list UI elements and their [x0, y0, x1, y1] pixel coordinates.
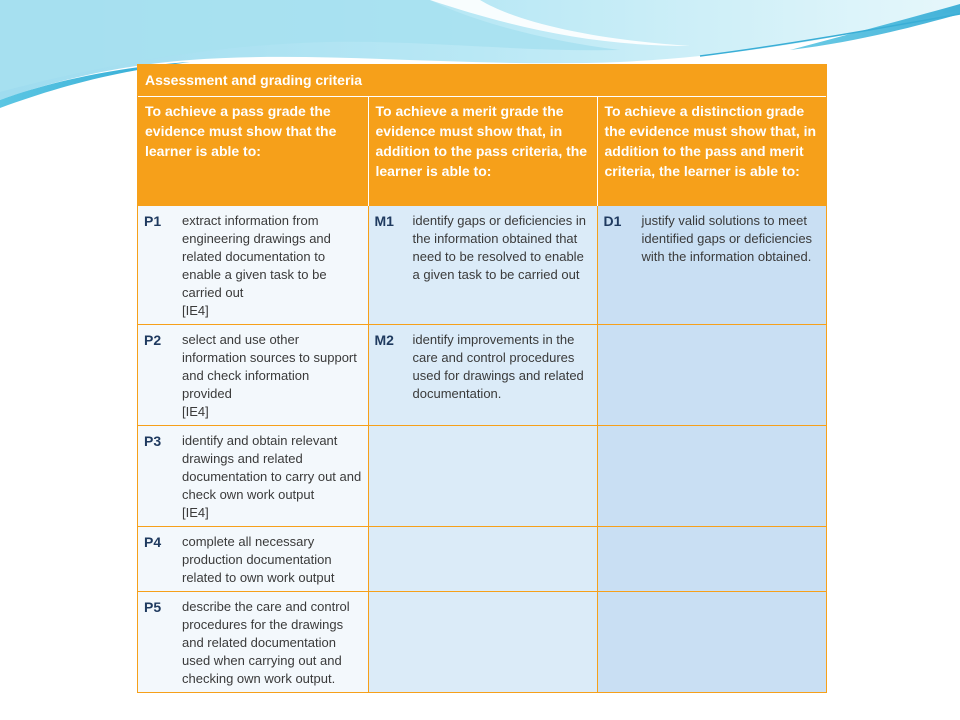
table-title: Assessment and grading criteria — [138, 65, 826, 97]
distinction-criterion-cell-empty — [597, 325, 826, 426]
merit-grade-header: To achieve a merit grade the evidence must show that, in addition to the pass criteria, the learner is able to: — [368, 97, 597, 206]
pass-criterion-cell — [138, 527, 368, 592]
criterion-code: P1 — [144, 213, 162, 229]
table-row — [138, 426, 826, 527]
criterion-code: M1 — [374, 213, 394, 229]
assessment-grading-table — [137, 64, 827, 693]
table-row — [138, 592, 826, 693]
criterion-code: P3 — [144, 433, 162, 449]
criterion-reference: [IE4] — [182, 404, 209, 419]
criterion-reference: [IE4] — [182, 505, 209, 520]
criterion-text: justify valid solutions to meet identified gaps or deficiencies with the information obtained. — [641, 213, 813, 264]
pass-grade-header: To achieve a pass grade the evidence must show that the learner is able to: — [138, 97, 368, 206]
criterion-code: D1 — [603, 213, 622, 229]
criterion-text: identify gaps or deficiencies in the information obtained that need to be resolved to enable a given task to be carried out — [412, 213, 586, 282]
pass-criterion-cell — [138, 325, 368, 426]
criterion-code: M2 — [374, 332, 394, 348]
pass-criterion-cell — [138, 426, 368, 527]
criterion-text: select and use other information sources to support and check information provided — [182, 332, 357, 401]
merit-criterion-cell — [368, 206, 597, 325]
distinction-criterion-cell-empty — [597, 426, 826, 527]
distinction-criterion-cell — [597, 206, 826, 325]
criterion-text: identify improvements in the care and control procedures used for drawings and related documentation. — [412, 332, 584, 401]
merit-criterion-cell-empty — [368, 592, 597, 693]
criterion-text: extract information from engineering drawings and related documentation to enable a given task to be carried out — [182, 213, 331, 300]
criterion-text: identify and obtain relevant drawings and related documentation to carry out and check own work output — [182, 433, 362, 502]
distinction-criterion-cell-empty — [597, 592, 826, 693]
pass-criterion-cell — [138, 592, 368, 693]
criterion-text: complete all necessary production documentation related to own work output — [182, 534, 335, 585]
criterion-code: P2 — [144, 332, 162, 348]
table-row — [138, 325, 826, 426]
criterion-code: P5 — [144, 599, 162, 615]
merit-criterion-cell — [368, 325, 597, 426]
merit-criterion-cell-empty — [368, 527, 597, 592]
criterion-reference: [IE4] — [182, 303, 209, 318]
distinction-grade-header: To achieve a distinction grade the evidence must show that, in addition to the pass and merit criteria, the learner is able to: — [597, 97, 826, 206]
table-row — [138, 206, 826, 325]
merit-criterion-cell-empty — [368, 426, 597, 527]
table-row — [138, 527, 826, 592]
pass-criterion-cell — [138, 206, 368, 325]
criterion-text: describe the care and control procedures for the drawings and related documentation used when carrying out and checking own work output. — [182, 599, 350, 686]
criterion-code: P4 — [144, 534, 162, 550]
distinction-criterion-cell-empty — [597, 527, 826, 592]
